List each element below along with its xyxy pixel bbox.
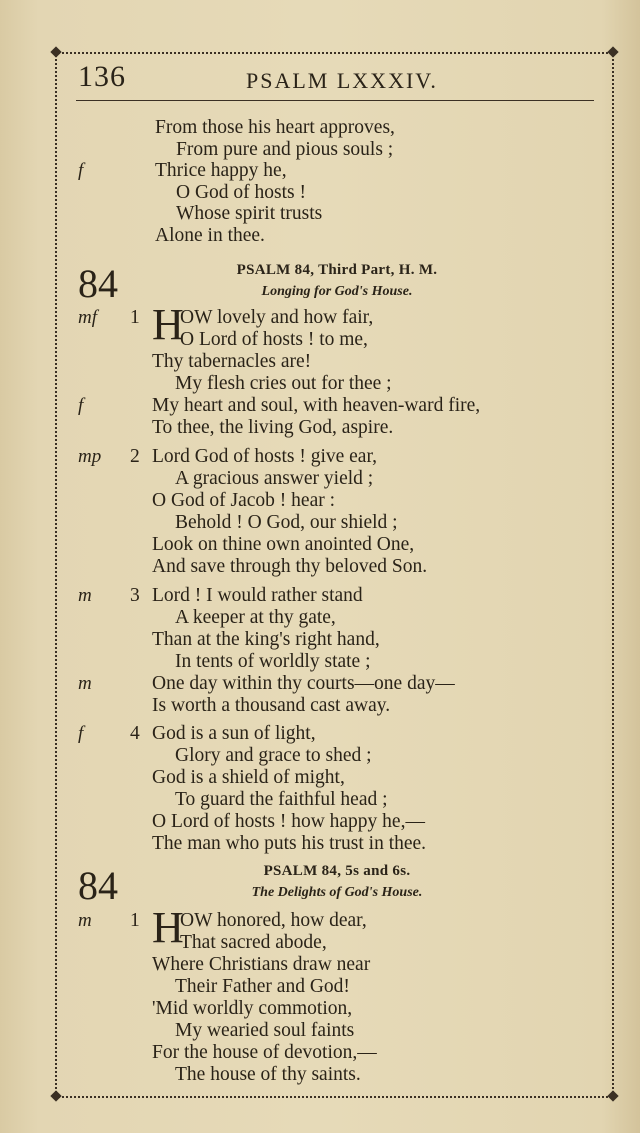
verse-line: O Lord of hosts ! how happy he,— xyxy=(152,811,425,832)
hymn-number: 84 xyxy=(78,261,118,306)
verse-line: Lord ! I would rather stand xyxy=(152,585,363,606)
verse-line: Whose spirit trusts xyxy=(176,203,323,224)
dynamic-marking: m xyxy=(78,673,92,694)
verse-line: Lord God of hosts ! give ear, xyxy=(152,446,378,467)
verse-line: Is worth a thousand cast away. xyxy=(152,695,391,716)
verse-line: In tents of worldly state ; xyxy=(175,651,371,672)
verse-line: One day within thy courts—one day— xyxy=(152,673,455,694)
verse-line: 'Mid worldly commotion, xyxy=(152,998,353,1019)
verse-line: And save through thy beloved Son. xyxy=(152,556,428,577)
verse-line: To thee, the living God, aspire. xyxy=(152,417,394,438)
dynamic-marking: f xyxy=(78,160,84,181)
corner-ornament-icon xyxy=(50,1090,61,1101)
corner-ornament-icon xyxy=(50,46,61,57)
hymn-title: PSALM 84, Third Part, H. M. xyxy=(236,262,438,278)
verse-line: For the house of devotion,— xyxy=(152,1042,377,1063)
verse-line: From those his heart approves, xyxy=(155,117,395,138)
verse-line: OW lovely and how fair, xyxy=(180,307,374,328)
verse-line: Thrice happy he, xyxy=(155,160,287,181)
verse-line: O Lord of hosts ! to me, xyxy=(180,329,368,350)
dynamic-marking: m xyxy=(78,910,92,931)
hymn-subtitle: The Delights of God's House. xyxy=(251,885,423,900)
verse-line: Thy tabernacles are! xyxy=(152,351,312,372)
dynamic-marking: m xyxy=(78,585,92,606)
dynamic-marking: f xyxy=(78,395,84,416)
verse-line: From pure and pious souls ; xyxy=(176,139,394,160)
verse-line: Where Christians draw near xyxy=(152,954,371,975)
verse-line: Look on thine own anointed One, xyxy=(152,534,415,555)
verse-line: God is a shield of might, xyxy=(152,767,345,788)
verse-line: A gracious answer yield ; xyxy=(175,468,374,489)
verse-line: That sacred abode, xyxy=(180,932,327,953)
verse-line: My wearied soul faints xyxy=(175,1020,355,1041)
verse-line: A keeper at thy gate, xyxy=(175,607,336,628)
stanza-number: 1 xyxy=(130,307,140,328)
ornamental-border-right xyxy=(612,52,614,1096)
verse-line: Their Father and God! xyxy=(175,976,350,997)
dynamic-marking: mp xyxy=(78,446,102,467)
verse-line: Behold ! O God, our shield ; xyxy=(175,512,398,533)
verse-line: My heart and soul, with heaven-ward fire, xyxy=(152,395,481,416)
verse-line: O God of Jacob ! hear : xyxy=(152,490,336,511)
stanza-number: 4 xyxy=(130,723,140,744)
stanza-number: 1 xyxy=(130,910,140,931)
page-number: 136 xyxy=(78,60,126,93)
ornamental-border-left xyxy=(55,52,57,1096)
verse-line: Alone in thee. xyxy=(155,225,265,246)
corner-ornament-icon xyxy=(607,1090,618,1101)
verse-line: God is a sun of light, xyxy=(152,723,316,744)
verse-line: The man who puts his trust in thee. xyxy=(152,833,427,854)
drop-cap: H xyxy=(152,300,184,349)
hymn-title: PSALM 84, 5s and 6s. xyxy=(263,863,411,879)
running-title: PSALM LXXXIV. xyxy=(246,68,438,93)
verse-line: OW honored, how dear, xyxy=(180,910,367,931)
verse-line: O God of hosts ! xyxy=(176,182,306,203)
verse-line: To guard the faithful head ; xyxy=(175,789,388,810)
verse-line: Than at the king's right hand, xyxy=(152,629,380,650)
corner-ornament-icon xyxy=(607,46,618,57)
hymn-subtitle: Longing for God's House. xyxy=(261,284,413,299)
ornamental-border-bottom xyxy=(55,1096,612,1098)
verse-line: My flesh cries out for thee ; xyxy=(175,373,392,394)
verse-line: The house of thy saints. xyxy=(175,1064,361,1085)
stanza-number: 2 xyxy=(130,446,140,467)
dynamic-marking: f xyxy=(78,723,84,744)
verse-line: Glory and grace to shed ; xyxy=(175,745,372,766)
drop-cap: H xyxy=(152,903,184,952)
header-rule xyxy=(76,100,594,101)
ornamental-border-top xyxy=(55,52,612,54)
dynamic-marking: mf xyxy=(78,307,97,328)
hymn-number: 84 xyxy=(78,863,118,908)
stanza-number: 3 xyxy=(130,585,140,606)
